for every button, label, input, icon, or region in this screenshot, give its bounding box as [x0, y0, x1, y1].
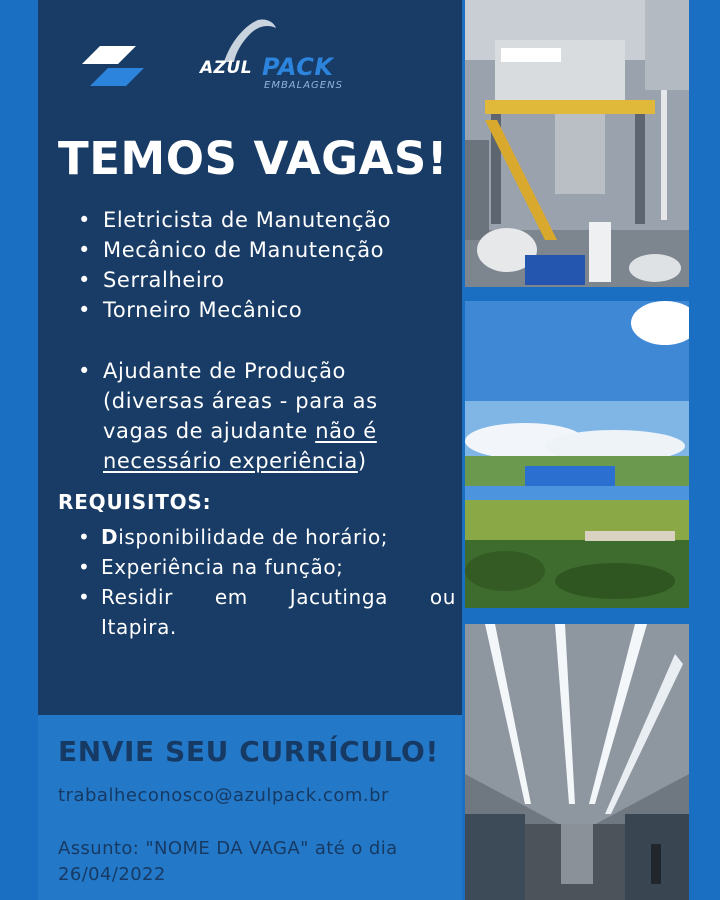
requirement-text: isponibilidade de horário; — [118, 525, 389, 549]
helper-line2: (diversas áreas - para as — [103, 389, 378, 413]
helper-line4-underlined: necessário experiência — [103, 449, 358, 473]
brand-name-azul: AZUL — [200, 58, 253, 78]
subject-line1: Assunto: "NOME DA VAGA" até o dia — [58, 838, 398, 859]
requirement-word: ou — [429, 585, 456, 609]
requirement-item — [78, 582, 456, 642]
helper-job — [78, 356, 448, 476]
photo-factory-aerial — [465, 301, 689, 608]
send-cv-heading: ENVIE SEU CURRÍCULO! — [58, 735, 439, 768]
requirements-list — [78, 522, 456, 642]
email-subject-note — [58, 836, 448, 888]
headline: TEMOS VAGAS! — [58, 132, 448, 185]
requirement-word: • Residir — [101, 585, 173, 609]
subject-line2: 26/04/2022 — [58, 864, 166, 885]
photo-warehouse-interior — [465, 624, 689, 900]
warehouse-interior-illustration — [465, 624, 689, 900]
helper-job-item — [78, 356, 448, 476]
photo-factory-machinery — [465, 0, 689, 287]
requirement-item: • Experiência na função; — [78, 552, 456, 582]
factory-aerial-illustration — [465, 301, 689, 608]
azulpack-logo-mark-icon — [78, 42, 148, 90]
requirements-heading: REQUISITOS: — [58, 490, 212, 514]
helper-line3: vagas de ajudante — [103, 419, 316, 443]
contact-email[interactable]: trabalheconosco@azulpack.com.br — [58, 785, 389, 806]
job-item: • Torneiro Mecânico — [78, 295, 458, 325]
job-list — [78, 205, 458, 325]
job-item: • Mecânico de Manutenção — [78, 235, 458, 265]
requirement-word: em — [214, 585, 248, 609]
job-item: • Eletricista de Manutenção — [78, 205, 458, 235]
brand-logo — [196, 18, 366, 98]
brand-name-pack: PACK — [262, 53, 334, 81]
factory-machinery-illustration — [465, 0, 689, 287]
job-item: • Serralheiro — [78, 265, 458, 295]
helper-line3-underlined: não é — [315, 419, 377, 443]
requirement-residence-line2: Itapira. — [101, 615, 177, 639]
helper-line1: Ajudante de Produção — [103, 359, 346, 383]
requirement-initial: D — [101, 525, 119, 549]
requirement-item — [78, 522, 456, 552]
requirement-residence-line — [101, 582, 456, 612]
helper-line4-end: ) — [357, 449, 367, 473]
requirement-word: Jacutinga — [289, 585, 388, 609]
brand-tagline: EMBALAGENS — [264, 80, 343, 91]
